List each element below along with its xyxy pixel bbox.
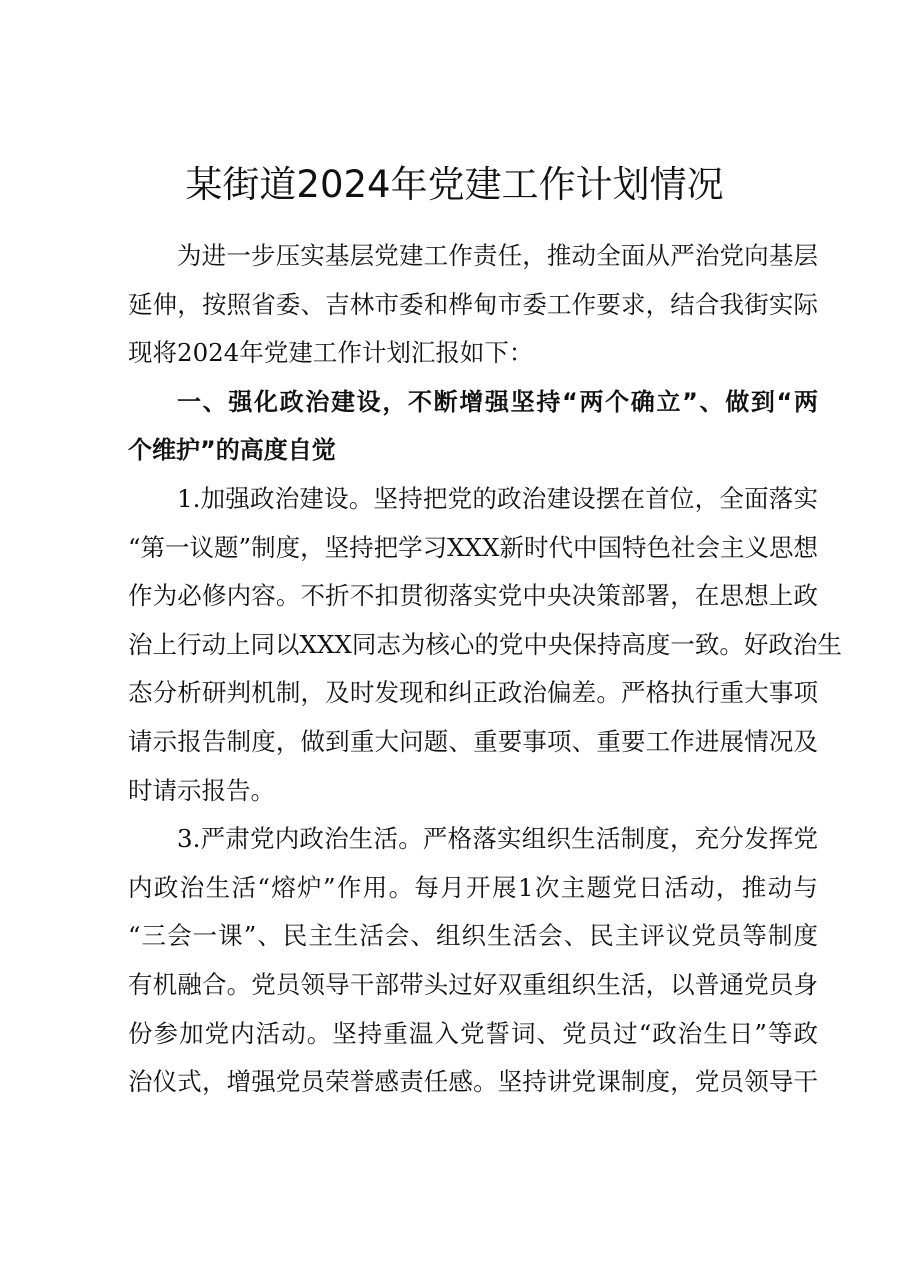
section-heading-line: 一、强化政治建设，不断增强坚持“两个确立”、做到“两 (177, 387, 818, 416)
paragraph-line: 请示报告制度，做到重大问题、重要事项、重要工作进展情况及 (128, 726, 818, 756)
paragraph-line: 3.严肃党内政治生活。严格落实组织生活制度，充分发挥党 (177, 824, 818, 854)
paragraph-line: 1.加强政治建设。坚持把党的政治建设摆在首位，全面落实 (177, 483, 818, 513)
document-body (128, 232, 842, 1107)
document-title: 某街道2024年党建工作计划情况 (185, 163, 724, 206)
paragraph-line: 为进一步压实基层党建工作责任，推动全面从严治党向基层 (177, 241, 818, 270)
paragraph-line: 时请示报告。 (128, 775, 275, 805)
paragraph-line: 治上行动上同以XXX同志为核心的党中央保持高度一致。好政治生 (128, 629, 842, 659)
paragraph-line: 有机融合。党员领导干部带头过好双重组织生活，以普通党员身 (128, 969, 818, 999)
section-heading-line: 个维护”的高度自觉 (128, 436, 336, 465)
paragraph-line: 份参加党内活动。坚持重温入党誓词、党员过“政治生日”等政 (128, 1018, 818, 1048)
paragraph-line: 现将2024年党建工作计划汇报如下： (128, 338, 534, 368)
paragraph-line: 治仪式，增强党员荣誉感责任感。坚持讲党课制度，党员领导干 (128, 1067, 818, 1097)
paragraph-line: 内政治生活“熔炉”作用。每月开展1次主题党日活动，推动与 (128, 872, 818, 902)
paragraph-line: 态分析研判机制，及时发现和纠正政治偏差。严格执行重大事项 (128, 678, 818, 708)
paragraph-line: 作为必修内容。不折不扣贯彻落实党中央决策部署，在思想上政 (128, 581, 818, 611)
paragraph-line: “第一议题”制度，坚持把学习XXX新时代中国特色社会主义思想 (128, 532, 818, 562)
paragraph-line: 延伸，按照省委、吉林市委和桦甸市委工作要求，结合我街实际 (128, 289, 818, 319)
paragraph-line: “三会一课”、民主生活会、组织生活会、民主评议党员等制度 (128, 921, 818, 951)
